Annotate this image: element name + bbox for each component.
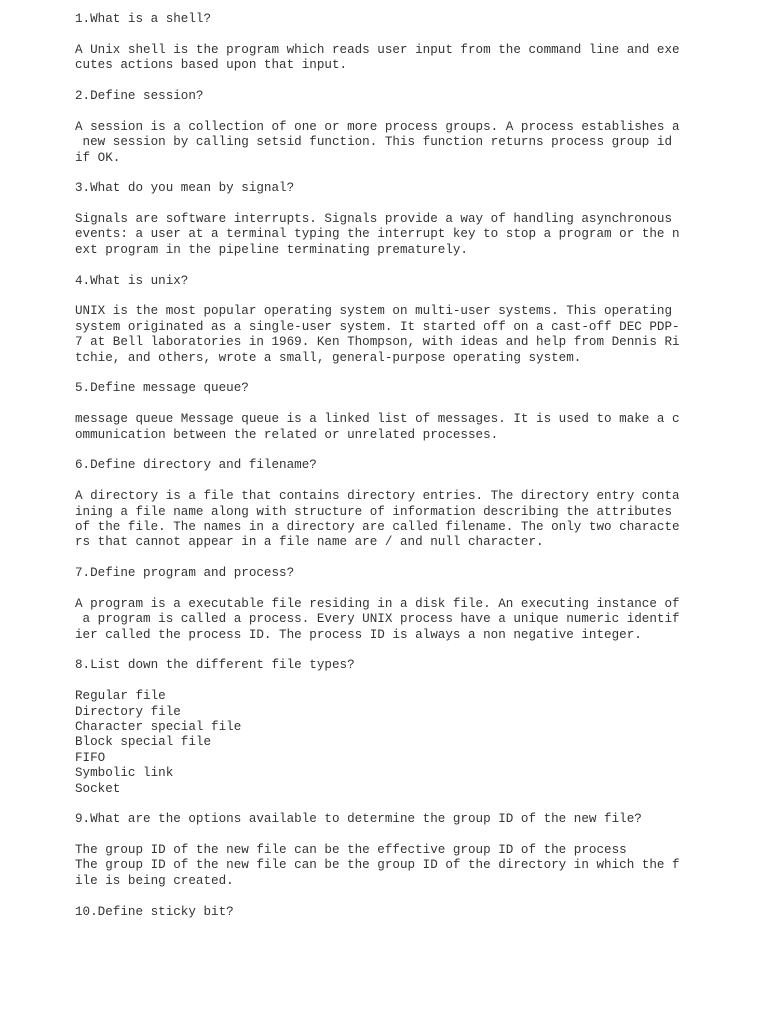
spacer	[75, 258, 755, 273]
spacer	[75, 551, 755, 566]
question-heading: 10.Define sticky bit?	[75, 904, 234, 919]
answer-line: A program is a executable file residing in a disk file. An executing instance of	[75, 596, 680, 611]
question-heading: 2.Define session?	[75, 88, 204, 103]
answer-line: of the file. The names in a directory are called filename. The only two characte	[75, 519, 680, 534]
spacer	[75, 104, 755, 119]
spacer	[75, 674, 755, 689]
qa-block	[75, 905, 755, 920]
answer-line: ier called the process ID. The process ID is always a non negative integer.	[75, 627, 642, 642]
spacer	[75, 397, 755, 412]
answer-line: A session is a collection of one or more process groups. A process establishes a	[75, 119, 680, 134]
answer-paragraph	[75, 212, 755, 258]
spacer	[75, 27, 755, 42]
answer-line: Directory file	[75, 704, 181, 719]
answer-line: Block special file	[75, 735, 212, 750]
question-heading: 5.Define message queue?	[75, 381, 249, 396]
spacer	[75, 289, 755, 304]
answer-line: UNIX is the most popular operating system on multi-user systems. This operating	[75, 304, 673, 319]
qa-block	[75, 812, 755, 904]
spacer	[75, 581, 755, 596]
answer-paragraph	[75, 43, 755, 74]
question-heading: 6.Define directory and filename?	[75, 458, 317, 473]
answer-line: cutes actions based upon that input.	[75, 58, 348, 73]
answer-paragraph	[75, 120, 755, 166]
answer-paragraph	[75, 304, 755, 366]
answer-line: 7 at Bell laboratories in 1969. Ken Thompson, with ideas and help from Dennis Ri	[75, 335, 680, 350]
answer-line: message queue Message queue is a linked list of messages. It is used to make a c	[75, 412, 680, 427]
answer-line: rs that cannot appear in a file name are / and null character.	[75, 535, 544, 550]
spacer	[75, 643, 755, 658]
question-heading: 9.What are the options available to determine the group ID of the new file?	[75, 812, 642, 827]
answer-line: Socket	[75, 781, 121, 796]
answer-line: ining a file name along with structure of information describing the attributes	[75, 504, 673, 519]
answer-line: Signals are software interrupts. Signals provide a way of handling asynchronous	[75, 212, 673, 227]
answer-line: new session by calling setsid function. This function returns process group id	[75, 135, 673, 150]
question-heading: 4.What is unix?	[75, 273, 189, 288]
qa-block	[75, 274, 755, 382]
question-heading: 7.Define program and process?	[75, 566, 295, 581]
answer-line: A Unix shell is the program which reads user input from the command line and exe	[75, 42, 680, 57]
qa-block	[75, 89, 755, 181]
answer-line: ommunication between the related or unrelated processes.	[75, 427, 499, 442]
qa-block	[75, 458, 755, 566]
spacer	[75, 474, 755, 489]
spacer	[75, 443, 755, 458]
answer-line: Regular file	[75, 689, 166, 704]
answer-line: The group ID of the new file can be the effective group ID of the process	[75, 843, 627, 858]
answer-paragraph	[75, 689, 755, 797]
answer-paragraph	[75, 489, 755, 551]
answer-line: A directory is a file that contains directory entries. The directory entry conta	[75, 489, 680, 504]
spacer	[75, 197, 755, 212]
spacer	[75, 889, 755, 904]
qa-block	[75, 181, 755, 273]
answer-line: events: a user at a terminal typing the interrupt key to stop a program or the n	[75, 227, 680, 242]
question-heading: 1.What is a shell?	[75, 12, 212, 26]
spacer	[75, 74, 755, 89]
question-heading: 3.What do you mean by signal?	[75, 181, 295, 196]
answer-line: Symbolic link	[75, 766, 174, 781]
answer-line: a program is called a process. Every UNIX process have a unique numeric identif	[75, 612, 680, 627]
spacer	[75, 797, 755, 812]
answer-line: system originated as a single-user system. It started off on a cast-off DEC PDP-	[75, 319, 680, 334]
spacer	[75, 828, 755, 843]
answer-paragraph	[75, 412, 755, 443]
answer-line: if OK.	[75, 150, 121, 165]
qa-block	[75, 658, 755, 812]
qa-block	[75, 12, 755, 89]
spacer	[75, 366, 755, 381]
answer-line: ext program in the pipeline terminating prematurely.	[75, 242, 468, 257]
qa-block	[75, 381, 755, 458]
spacer	[75, 166, 755, 181]
question-heading: 8.List down the different file types?	[75, 658, 355, 673]
answer-line: The group ID of the new file can be the group ID of the directory in which the f	[75, 858, 680, 873]
document-page	[75, 12, 755, 920]
answer-line: Character special file	[75, 719, 242, 734]
answer-paragraph	[75, 843, 755, 889]
answer-line: FIFO	[75, 750, 106, 765]
qa-block	[75, 566, 755, 658]
answer-line: tchie, and others, wrote a small, general-purpose operating system.	[75, 350, 582, 365]
answer-line: ile is being created.	[75, 873, 234, 888]
answer-paragraph	[75, 597, 755, 643]
